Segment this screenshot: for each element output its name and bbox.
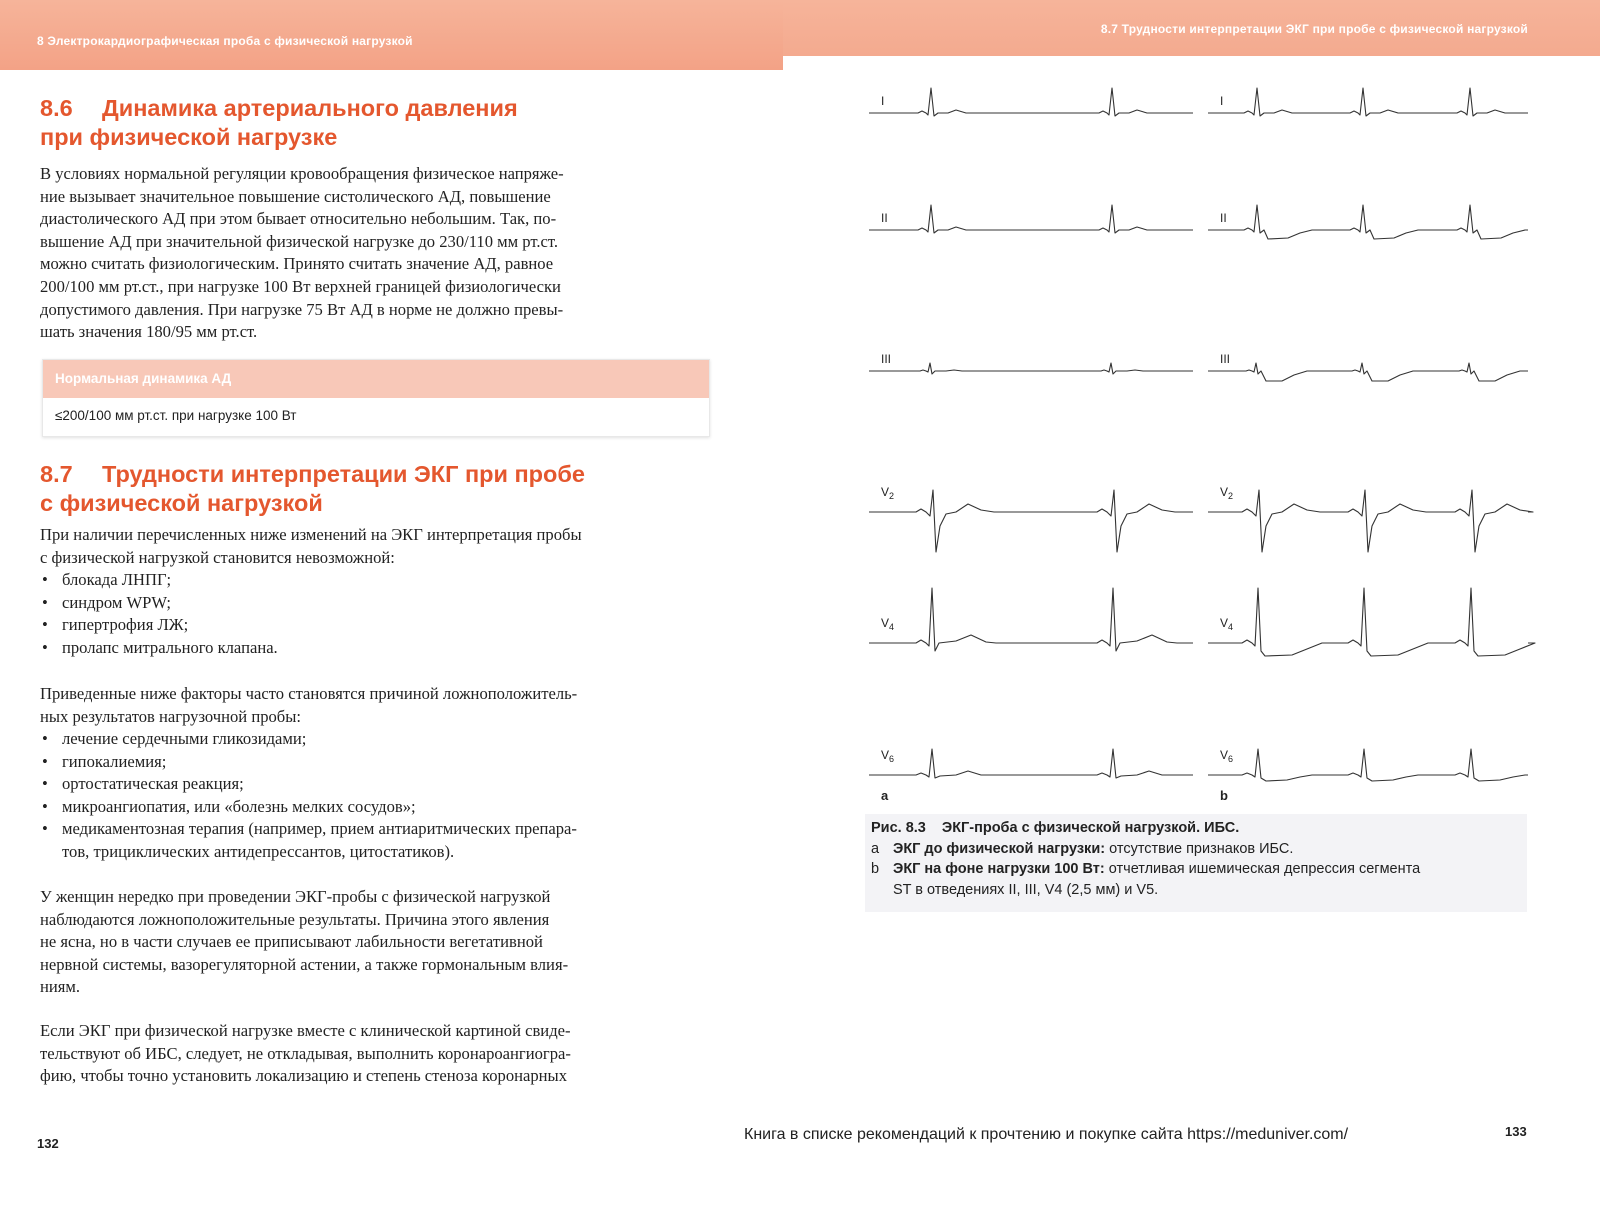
caption-b-row [871, 859, 1527, 900]
lead-label-v2: $V_2$ [1220, 485, 1234, 501]
text-line: с физической нагрузкой становится невозможной: [40, 547, 395, 567]
ecg-figure [863, 80, 1543, 810]
text-line: диастолического АД при этом бывает относительно небольшим. Так, по- [40, 209, 557, 229]
text-line: нервной системы, вазорегуляторной астении, а также гормональным влия- [40, 954, 569, 974]
lead-label-v2: $V_2$ [881, 485, 895, 501]
caption-b-text2: ST в отведениях II, III, V4 (2,5 мм) и V5. [893, 881, 1159, 898]
right-page [744, 0, 1600, 1223]
lead-label-v4: $V_4$ [881, 616, 895, 632]
running-header-left: 8 Электрокардиографическая проба с физической нагрузкой [37, 34, 413, 48]
lead-label-ii: II [881, 211, 888, 225]
footer-recommendation: Книга в списке рекомендаций к прочтению и покупке сайта https://meduniver.com/ [744, 1126, 1349, 1143]
caption-number: Рис. 8.3 [871, 820, 926, 836]
text-line: можно считать физиологическим. Принято считать значение АД, равное [40, 254, 554, 274]
list-item: • синдром WPW; [40, 592, 712, 615]
ecg-trace-b-i [1208, 88, 1528, 116]
lead-label-i: I [1220, 94, 1224, 108]
info-box-title: Нормальная динамика АД [43, 360, 709, 398]
section-title-line2: с физической нагрузкой [40, 490, 323, 516]
text-line: В условиях нормальной регуляции кровообращения физическое напряже- [40, 164, 564, 183]
lead-label-v6: $V_6$ [881, 748, 895, 764]
panel-b-label: b [1220, 788, 1228, 803]
running-header-right: 8.7 Трудности интерпретации ЭКГ при пробе с физической нагрузкой [1100, 22, 1528, 36]
ecg-trace-a-ii [869, 205, 1193, 233]
text-line: шать значения 180/95 мм рт.ст. [40, 322, 258, 342]
bp-paragraph [40, 163, 708, 344]
intro-paragraph [40, 524, 708, 569]
text-line: ниям. [40, 977, 81, 997]
ecg-trace-b-v2 [1208, 490, 1533, 552]
page-number-right: 133 [1505, 1124, 1527, 1139]
caption-a-text: отсутствие признаков ИБС. [1105, 840, 1294, 857]
false-positive-factors-list [40, 728, 712, 864]
ecg-trace-b-ii [1208, 205, 1528, 239]
section-number: 8.6 [40, 95, 73, 121]
women-paragraph [40, 886, 708, 999]
section-number: 8.7 [40, 461, 73, 487]
text-line: 200/100 мм рт.ст., при нагрузке 100 Вт верхней границей физиологически [40, 276, 561, 296]
ecg-trace-a-v6 [869, 749, 1193, 778]
page-number-left: 132 [37, 1136, 59, 1151]
lead-label-v4: $V_4$ [1220, 616, 1234, 632]
list-item: • гипертрофия ЛЖ; [40, 614, 712, 637]
section-8-7-title [40, 460, 585, 518]
text-line: Приведенные ниже факторы часто становятся причиной ложноположитель- [40, 684, 578, 703]
lead-label-iii: III [1220, 352, 1231, 366]
ecg-trace-a-v2 [869, 490, 1193, 552]
section-title-line1: Трудности интерпретации ЭКГ при пробе [102, 461, 585, 487]
caption-b-text: отчетливая ишемическая депрессия сегмента [1104, 861, 1421, 877]
ecg-trace-a-i [869, 88, 1193, 116]
text-line: Если ЭКГ при физической нагрузке вместе с клинической картиной свиде- [40, 1021, 571, 1040]
caption-b-bold: ЭКГ на фоне нагрузки 100 Вт: [893, 861, 1105, 877]
caption-a-row [871, 839, 1527, 860]
panel-a-label: a [881, 788, 889, 803]
left-page [0, 0, 783, 1223]
text-line: вышение АД при значительной физической нагрузке до 230/110 мм рт.ст. [40, 231, 559, 251]
caption-b-key: b [871, 861, 880, 877]
ecg-trace-a-v4 [869, 588, 1193, 651]
text-line: тельствуют об ИБС, следует, не откладывая, выполнить коронароангиогра- [40, 1043, 571, 1063]
section-title-line1: Динамика артериального давления [102, 95, 518, 121]
lead-label-ii: II [1220, 211, 1227, 225]
text-line: При наличии перечисленных ниже изменений на ЭКГ интерпретация пробы [40, 525, 582, 544]
list-item: • пролапс митрального клапана. [40, 637, 712, 660]
text-line: У женщин нередко при проведении ЭКГ-пробы с физической нагрузкой [40, 887, 551, 906]
text-line: допустимого давления. При нагрузке 75 Вт АД в норме не должно превы- [40, 299, 564, 319]
section-8-6-title [40, 94, 518, 152]
list-item: • блокада ЛНПГ; [40, 569, 712, 592]
list-item: • медикаментозная терапия (например, прием антиаритмических препара- тов, трициклических антидепрессантов, цитостатиков). [40, 818, 712, 863]
caption-a-key: a [871, 840, 880, 857]
section-title-line2: при физической нагрузке [40, 124, 338, 150]
list-item: • ортостатическая реакция; [40, 773, 712, 796]
text-line: наблюдаются ложноположительные результаты. Причина этого явления [40, 909, 550, 929]
text-line: ние вызывает значительное повышение систолического АД, повышение [40, 186, 551, 206]
list-item: • микроангиопатия, или «болезнь мелких сосудов»; [40, 796, 712, 819]
text-line: ных результатов нагрузочной пробы: [40, 706, 302, 726]
ecg-trace-a-iii [869, 363, 1193, 374]
angiography-paragraph [40, 1020, 708, 1088]
figure-caption [865, 814, 1527, 912]
list-item: • лечение сердечными гликозидами; [40, 728, 712, 751]
intro2-paragraph [40, 683, 708, 728]
ecg-trace-b-iii [1208, 363, 1528, 381]
list-item: • гипокалиемия; [40, 751, 712, 774]
caption-title: ЭКГ-проба с физической нагрузкой. ИБС. [941, 820, 1240, 836]
caption-a-bold: ЭКГ до физической нагрузки: [893, 840, 1106, 857]
ecg-trace-b-v6 [1208, 749, 1528, 781]
lead-label-v6: $V_6$ [1220, 748, 1234, 764]
lead-label-iii: III [881, 352, 892, 366]
info-box-text: ≤200/100 мм рт.ст. при нагрузке 100 Вт [55, 408, 297, 423]
info-box-normal-bp [42, 359, 710, 437]
ecg-contraindication-list [40, 569, 712, 659]
text-line: не ясна, но в части случаев ее приписывают лабильности вегетативной [40, 932, 543, 952]
caption-title-row [871, 818, 1527, 839]
lead-label-i: I [881, 94, 885, 108]
ecg-trace-b-v4 [1208, 588, 1535, 656]
text-line: фию, чтобы точно установить локализацию и степень стеноза коронарных [40, 1066, 567, 1086]
